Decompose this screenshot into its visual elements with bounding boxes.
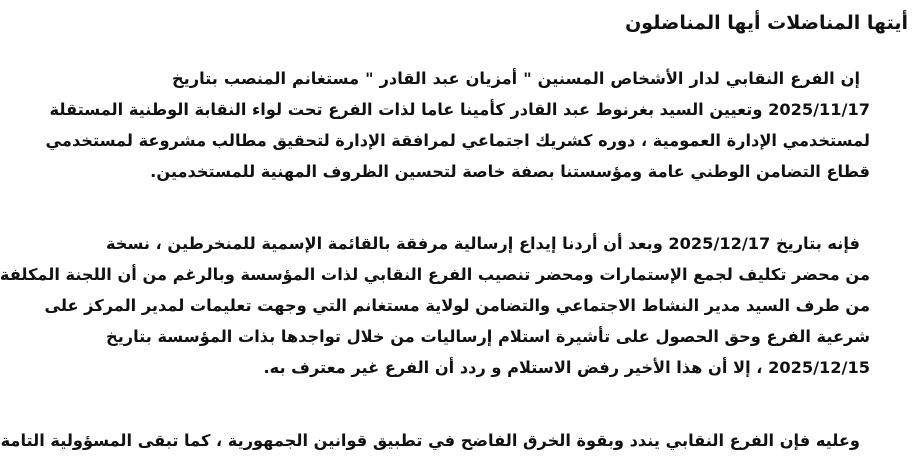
paragraph-line: إن الفرع النقابي لدار الأشخاص المسنين " أمزيان عبد القادر " مستغانم المنصب بتاريخ — [172, 69, 860, 88]
paragraph-line: لمستخدمي الإدارة العمومية ، دوره كشريك اجتماعي لمرافقة الإدارة لتحقيق مطالب مشروعة لمستخدمي — [45, 131, 870, 150]
paragraph-line: شرعية الفرع وحق الحصول على تأشيرة استلام إرساليات من خلال تواجدها بذات المؤسسة بتاريخ — [106, 327, 870, 346]
paragraph-2 — [0, 228, 870, 383]
paragraph-line: وعليه فإن الفرع النقابي يندد وبقوة الخرق الفاضح في تطبيق قوانين الجمهورية ، كما تبقى المسؤولية التامة — [0, 431, 860, 450]
paragraph-line: من محضر تكليف لجمع الإستمارات ومحضر تنصيب الفرع النقابي لذات المؤسسة وبالرغم من أن اللجنة المكلفة — [0, 265, 870, 284]
paragraph-3 — [0, 425, 870, 456]
paragraph-line: فإنه بتاريخ 2025/12/17 وبعد أن أردنا إيداع إرسالية مرفقة بالقائمة الإسمية للمنخرطين ، نسخة — [105, 234, 860, 253]
paragraph-line: قطاع التضامن الوطني عامة ومؤسستنا بصفة خاصة لتحسين الظروف المهنية للمستخدمين. — [150, 162, 870, 181]
paragraph-line: 2025/11/17 وتعيين السيد بغرنوط عبد القادر كأمينا عاما لذات الفرع تحت لواء النقابة الوطنية المستقلة — [49, 100, 870, 119]
paragraph-1 — [45, 63, 870, 187]
paragraph-line: من طرف السيد مدير النشاط الاجتماعي والتضامن لولاية مستغانم التي وجهت تعليمات لمدير المركز على — [44, 296, 870, 315]
document-heading: أيتها المناضلات أيها المناضلون — [625, 12, 908, 34]
paragraph-line: 2025/12/15 ، إلا أن هذا الأخير رفض الاستلام و ردد أن الفرع غير معترف به. — [263, 358, 870, 377]
